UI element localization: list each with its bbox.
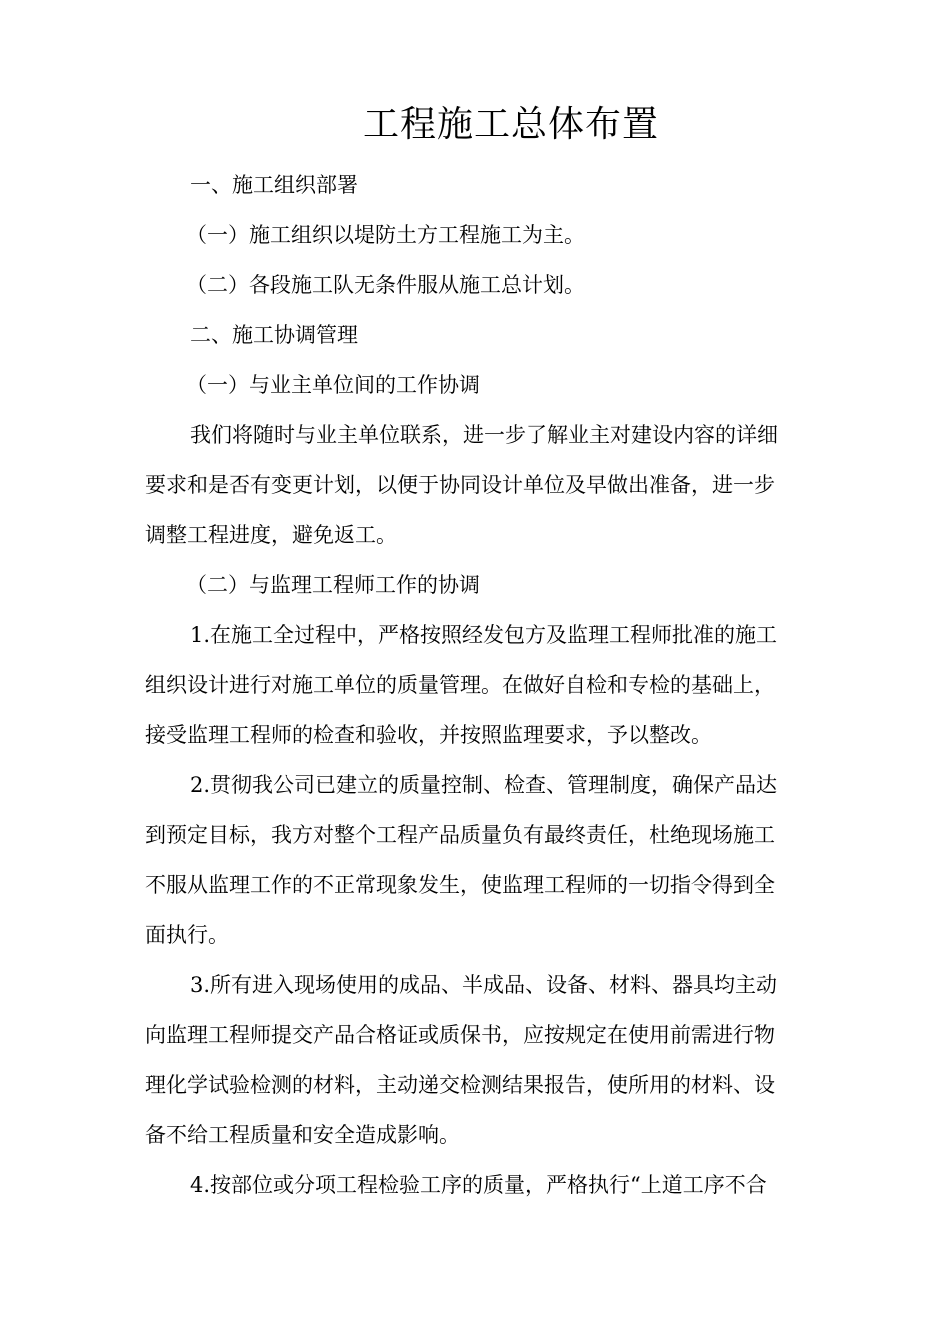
document-title: 工程施工总体布置 (362, 104, 659, 145)
paragraph-line: 调整工程进度，避免返工。 (145, 523, 397, 547)
paragraph-line: 接受监理工程师的检查和验收，并按照监理要求，予以整改。 (145, 723, 712, 747)
paragraph-line: 到预定目标，我方对整个工程产品质量负有最终责任，杜绝现场施工 (145, 823, 775, 847)
paragraph-line: 我们将随时与业主单位联系，进一步了解业主对建设内容的详细 (190, 423, 778, 447)
paragraph-line: 不服从监理工作的不正常现象发生，使监理工程师的一切指令得到全 (145, 873, 775, 897)
paragraph-line: 要求和是否有变更计划，以便于协同设计单位及早做出准备，进一步 (145, 473, 775, 497)
paragraph-line: 组织设计进行对施工单位的质量管理。在做好自检和专检的基础上， (145, 673, 775, 697)
subsection-2-2: （二）与监理工程师工作的协调 (186, 573, 480, 597)
paragraph-line: 2.贯彻我公司已建立的质量控制、检查、管理制度，确保产品达 (190, 773, 778, 797)
paragraph-line: 备不给工程质量和安全造成影响。 (145, 1123, 460, 1147)
section-heading-2: 二、施工协调管理 (190, 323, 358, 347)
paragraph-line: 1.在施工全过程中，严格按照经发包方及监理工程师批准的施工 (190, 623, 778, 647)
paragraph-line: 4.按部位或分项工程检验工序的质量，严格执行“上道工序不合 (190, 1173, 767, 1197)
section-heading-1: 一、施工组织部署 (190, 173, 358, 197)
subsection-2-1: （一）与业主单位间的工作协调 (186, 373, 480, 397)
paragraph-line: 面执行。 (145, 923, 229, 947)
paragraph-line: 理化学试验检测的材料，主动递交检测结果报告，使所用的材料、设 (145, 1073, 775, 1097)
paragraph-line: 3.所有进入现场使用的成品、半成品、设备、材料、器具均主动 (190, 973, 778, 997)
subsection-1-1: （一）施工组织以堤防土方工程施工为主。 (186, 223, 585, 247)
subsection-1-2: （二）各段施工队无条件服从施工总计划。 (186, 273, 585, 297)
paragraph-line: 向监理工程师提交产品合格证或质保书，应按规定在使用前需进行物 (145, 1023, 775, 1047)
